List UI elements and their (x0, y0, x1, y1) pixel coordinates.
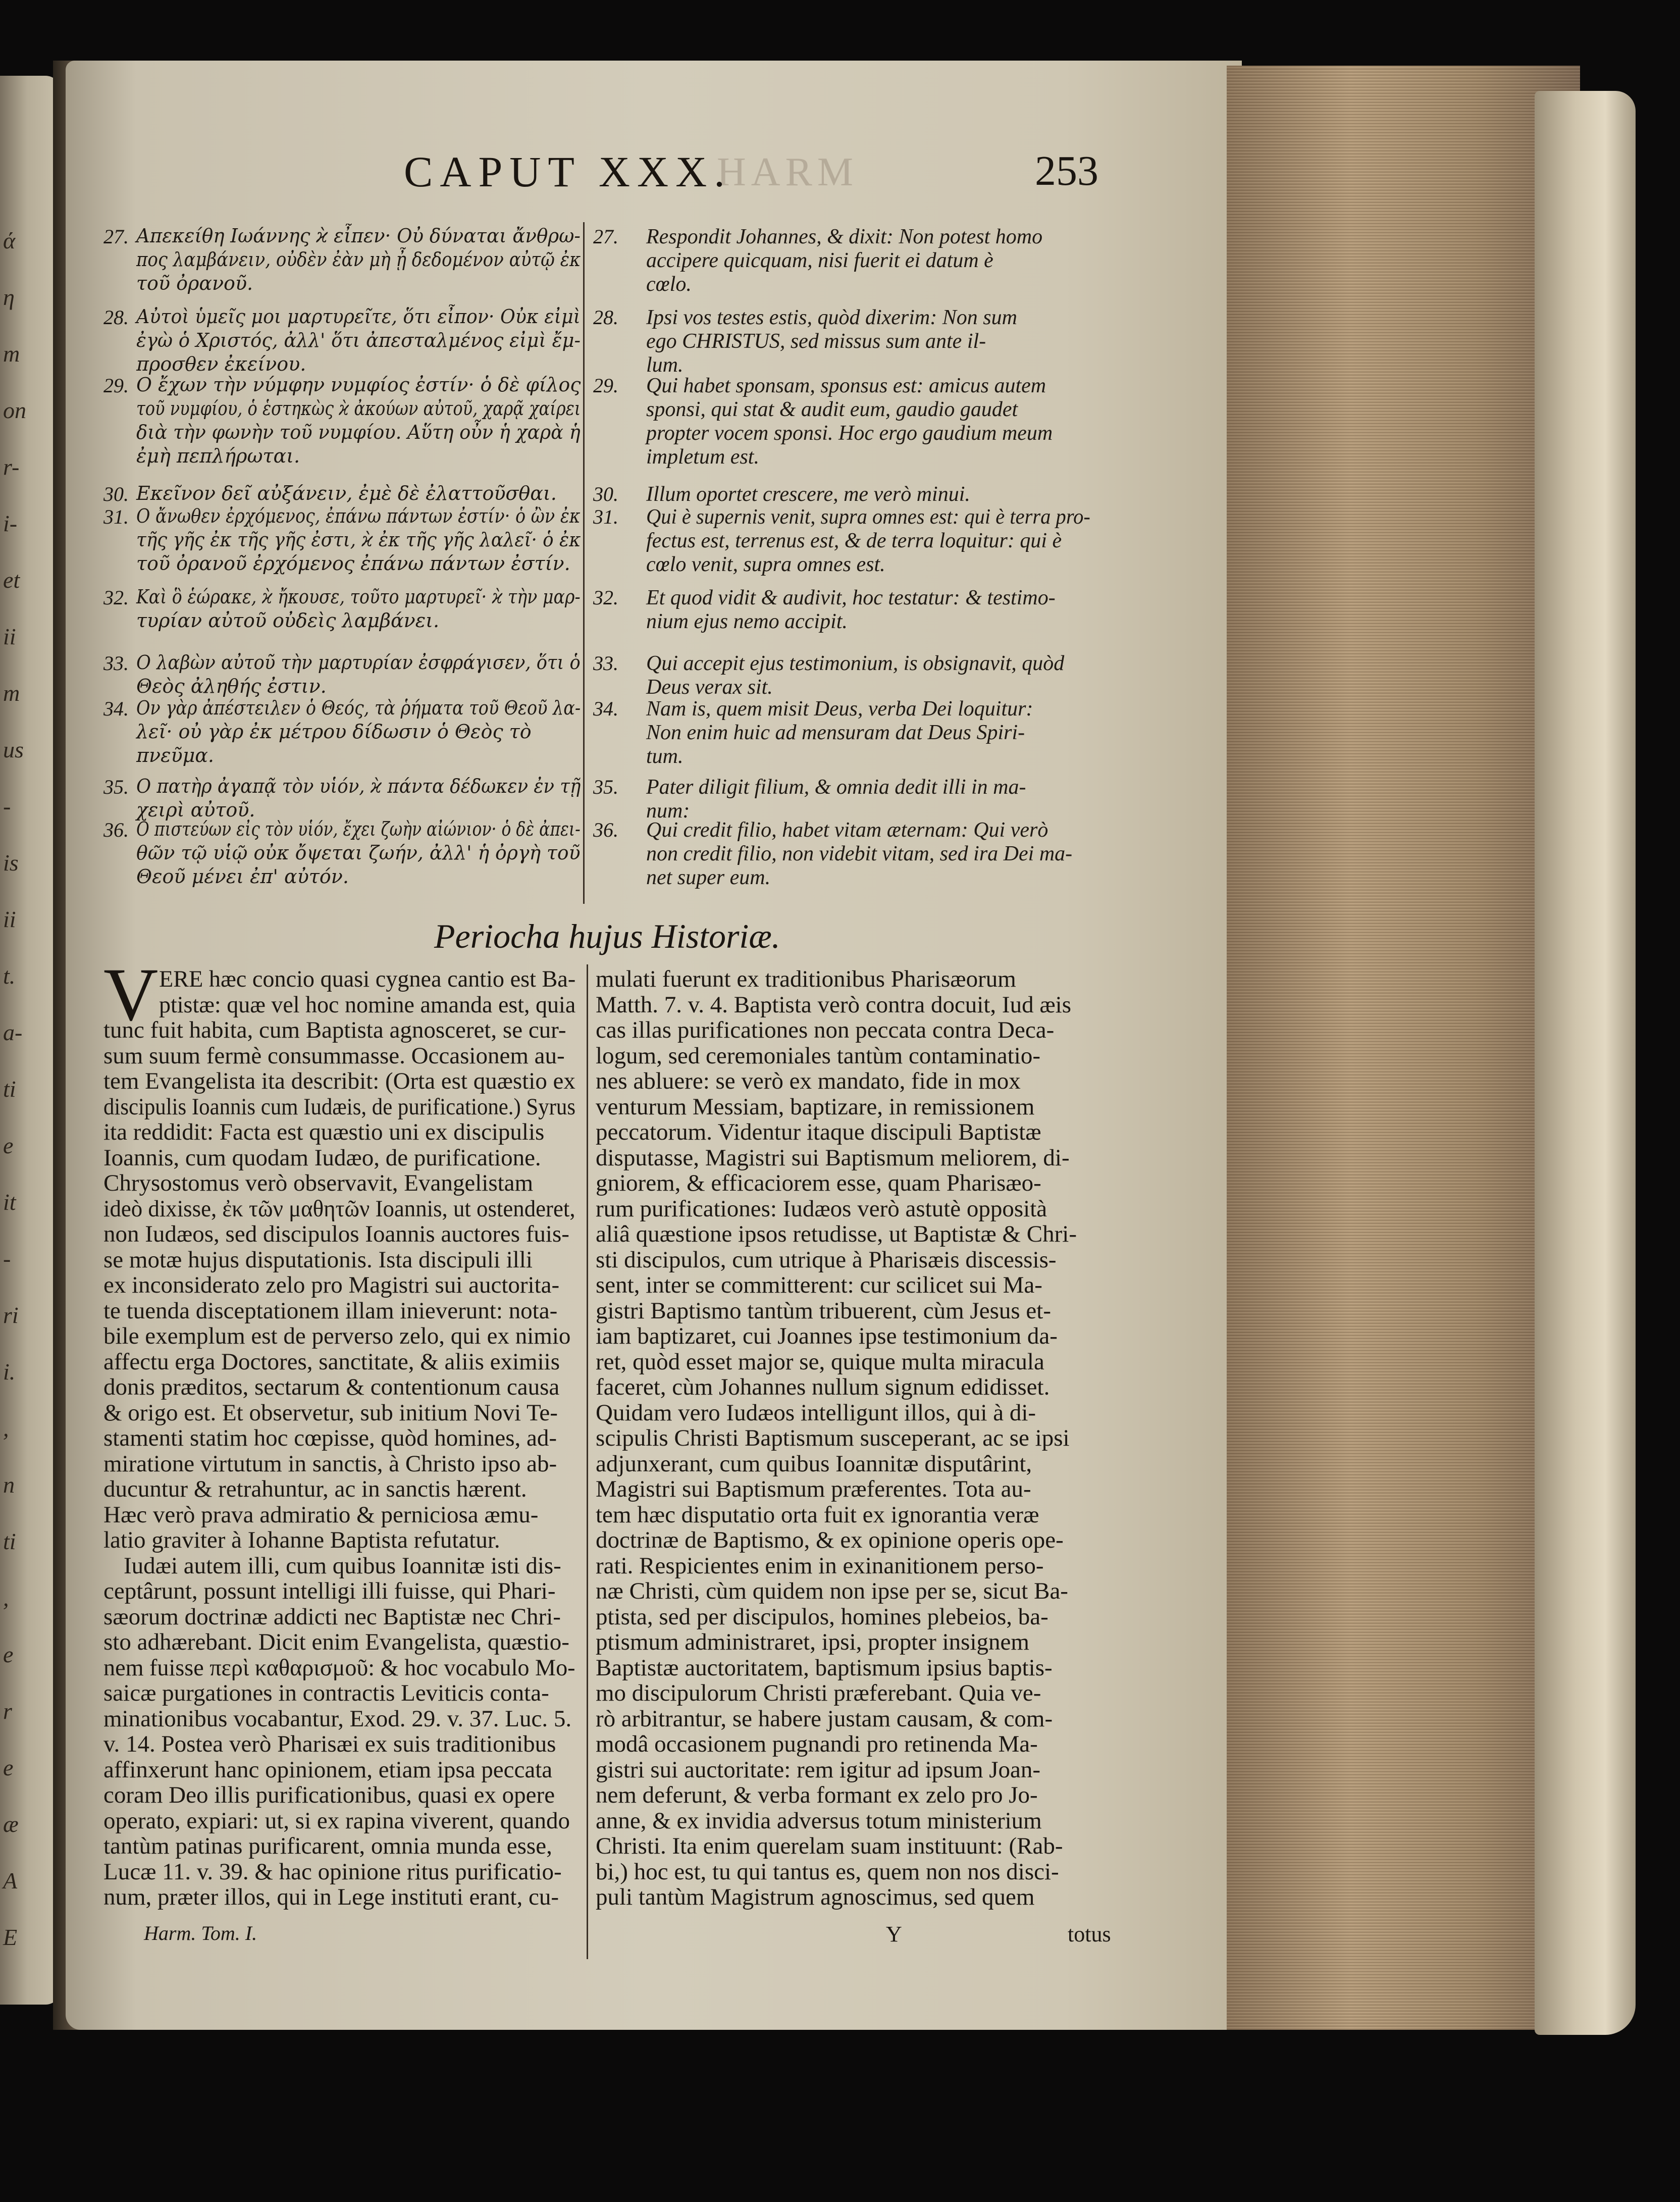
greek-verse-line: Ο ἔχων τὴν νύμφην νυμφίος ἐστίν· ὁ δὲ φίλος (136, 374, 581, 396)
latin-verse-line: Illum oportet crescere, me verò minui. (646, 483, 970, 506)
running-head-title: CAPUT XXX. (404, 147, 732, 196)
margin-fragment: ti (3, 1076, 16, 1102)
margin-fragment: on (3, 397, 26, 423)
body-right-line: puli tantùm Magistrum agnoscimus, sed quem (596, 1884, 1035, 1910)
book-cover-edge (1535, 91, 1636, 2035)
latin-verse-line: fectus est, terrenus est, & de terra loquitur: qui è (646, 529, 1062, 552)
body-right-line: peccatorum. Videntur itaque discipuli Baptistæ (596, 1119, 1041, 1145)
latin-verse-number: 33. (593, 652, 618, 675)
latin-verse-line: Nam is, quem misit Deus, verba Dei loquitur: (646, 697, 1033, 721)
margin-fragment: i- (3, 510, 18, 536)
bleed-through-text: HARM (717, 150, 859, 194)
latin-verse-line: nium ejus nemo accipit. (646, 610, 848, 633)
body-right-line: nem deferunt, & verba formant ex zelo pro Jo- (596, 1782, 1038, 1808)
latin-verse-line: net super eum. (646, 866, 771, 889)
greek-verse-line: Ο πιστεύων εἰς τὸν υἱόν, ἔχει ζωὴν αἰώνιον· ὁ δὲ ἀπει- (136, 818, 581, 840)
body-right-line: anne, & ex invidia adversus totum ministerium (596, 1807, 1042, 1834)
body-left-line: te tuenda disceptationem illam inieverunt: nota- (103, 1297, 558, 1324)
margin-fragment: - (3, 1246, 11, 1271)
body-left-line: sum suum fermè consummasse. Occasionem au- (103, 1042, 565, 1069)
body-right-line: Baptistæ auctoritatem, baptismum ipsius baptis- (596, 1654, 1053, 1681)
margin-fragment: e (3, 1755, 14, 1780)
greek-verse-line: πος λαμβάνειν, οὐδὲν ἐὰν μὴ ᾖ δεδομένον αὐτῷ ἐκ (136, 248, 581, 271)
body-left-line: tantùm patinas purificarent, omnia munda esse, (103, 1833, 552, 1859)
margin-fragment: a- (3, 1019, 23, 1045)
body-left-line: latio graviter à Iohanne Baptista refutatur. (103, 1527, 500, 1553)
body-left-line: Chrysostomus verò observavit, Evangelistam (103, 1170, 534, 1196)
latin-verse-line: cœlo. (646, 273, 692, 296)
latin-verse-number: 32. (593, 586, 618, 609)
page-number: 253 (1035, 147, 1098, 194)
margin-fragment: et (3, 567, 20, 593)
body-right-line: Magistri sui Baptismum præferentes. Tota au- (596, 1476, 1031, 1502)
body-left-line: bile exemplum est de perverso zelo, qui ex nimio (103, 1323, 571, 1349)
body-right-line: mo discipulorum Christi præferebant. Quia ve- (596, 1680, 1041, 1706)
body-left-line: Hæc verò prava admiratio & perniciosa æmu- (103, 1501, 539, 1528)
latin-verse-number: 34. (593, 697, 618, 720)
body-right-line: gniorem, & efficaciorem esse, quam Pharisæo- (596, 1170, 1041, 1196)
latin-verse-line: Non enim huic ad mensuram dat Deus Spiri- (646, 721, 1025, 744)
catchword: totus (1068, 1922, 1111, 1947)
margin-fragment: t. (3, 963, 16, 989)
greek-verse-line: ἐγὼ ὁ Χριστός, ἀλλ' ὅτι ἀπεσταλμένος εἰμὶ ἔμ- (136, 329, 581, 351)
greek-verse-line: Θεοῦ μένει ἐπ' αὐτόν. (136, 865, 349, 888)
greek-verse-number: 30. (103, 483, 129, 505)
greek-verse-line: Ον γὰρ ἀπέστειλεν ὁ Θεός, τὰ ῥήματα τοῦ Θεοῦ λα- (136, 697, 581, 719)
body-right-line: nes abluere: se verò ex mandato, fide in mox (596, 1068, 1021, 1094)
margin-fragment: r (3, 1698, 12, 1724)
body-right-line: faceret, cùm Johannes nullum signum edidisset. (596, 1374, 1050, 1400)
body-right-line: ptismum administraret, ipsi, propter insignem (596, 1629, 1029, 1655)
body-left-line: coram Deo illis purificationibus, quasi ex opere (103, 1782, 555, 1808)
latin-verse-line: Et quod vidit & audivit, hoc testatur: & testimo- (646, 586, 1056, 609)
latin-verse-number: 30. (593, 483, 618, 505)
latin-verse-line: propter vocem sponsi. Hoc ergo gaudium meum (646, 422, 1053, 445)
body-right-line: rum purificationes: Iudæos verò astutè opposità (596, 1195, 1047, 1222)
body-left-line: miratione virtutum in sanctis, à Christo ipso ab- (103, 1450, 557, 1477)
margin-fragment: ii (3, 624, 16, 649)
body-right-line: tem hæc disputatio orta fuit ex ignorantia veræ (596, 1501, 1039, 1528)
margin-fragment: E (3, 1924, 18, 1950)
body-left-line: discipulis Ioannis cum Iudæis, de purificatione.) Syrus (103, 1093, 576, 1120)
body-right-line: iam baptizaret, cui Joannes ipse testimonium da- (596, 1323, 1058, 1349)
greek-verse-line: προσθεν ἐκείνου. (136, 353, 306, 375)
margin-fragment: i. (3, 1359, 16, 1385)
greek-verse-line: Εκεῖνον δεῖ αὐξάνειν, ἐμὲ δὲ ἐλαττοῦσθαι. (136, 482, 557, 504)
body-left-line: donis præditos, sectarum & contentionum causa (103, 1374, 560, 1400)
latin-verse-line: Respondit Johannes, & dixit: Non potest homo (646, 225, 1043, 248)
margin-fragment: e (3, 1133, 14, 1158)
body-right-line: doctrinæ de Baptismo, & ex opinione operis ope- (596, 1527, 1064, 1553)
greek-verse-number: 33. (103, 652, 129, 675)
greek-verse-line: Θεὸς ἀληθής ἐστιν. (136, 675, 327, 697)
page-fore-edge (1227, 66, 1580, 2030)
left-page-fragment (0, 76, 61, 2005)
body-left-line: sto adhærebant. Dicit enim Evangelista, quæstio- (103, 1629, 569, 1655)
greek-verse-line: τοῦ νυμφίου, ὁ ἑστηκὼς ϰ̀ ἀκούων αὐτοῦ, χαρᾷ χαίρει (136, 397, 581, 420)
greek-verse-line: λεῖ· οὐ γὰρ ἐκ μέτρου δίδωσιν ὁ Θεὸς τὸ (136, 721, 532, 743)
body-left-line: Iudæi autem illi, cum quibus Ioannitæ isti dis- (124, 1552, 561, 1579)
body-left-line: & origo est. Et observetur, sub initium Novi Te- (103, 1399, 558, 1426)
latin-verse-line: Qui habet sponsam, sponsus est: amicus autem (646, 374, 1046, 397)
margin-fragment: ti (3, 1528, 16, 1554)
greek-verse-number: 27. (103, 225, 129, 248)
margin-fragment: , (3, 1585, 9, 1611)
margin-fragment: - (3, 793, 11, 819)
body-left-line: saicæ purgationes in contractis Leviticis conta- (103, 1680, 549, 1706)
column-rule-bottom (587, 964, 588, 1959)
margin-fragment: e (3, 1642, 14, 1667)
margin-fragment: ά (3, 228, 16, 253)
body-left-line: ita reddidit: Facta est quæstio uni ex discipulis (103, 1119, 545, 1145)
body-right-line: ptista, sed per discipulos, homines plebeios, ba- (596, 1603, 1048, 1630)
greek-verse-line: τῆς γῆς ἐκ τῆς γῆς ἐστι, ϰ̀ ἐκ τῆς γῆς λαλεῖ· ὁ ἐκ (136, 529, 581, 551)
latin-verse-number: 31. (593, 505, 618, 528)
body-right-line: Christi. Ita enim querelam suam instituunt: (Rab- (596, 1833, 1063, 1859)
body-right-line: sti discipulos, cum utrique à Pharisæis discessis- (596, 1246, 1057, 1273)
body-right-line: scipulis Christi Baptismum susceperant, ac se ipsi (596, 1425, 1070, 1451)
body-left-line: Ioannis, cum quodam Iudæo, de purificatione. (103, 1144, 541, 1171)
greek-verse-line: τοῦ ὀρανοῦ ἐρχόμενος ἐπάνω πάντων ἐστίν. (136, 552, 570, 575)
greek-verse-line: ἐμὴ πεπλήρωται. (136, 445, 300, 467)
latin-verse-line: non credit filio, non videbit vitam, sed ira Dei ma- (646, 842, 1073, 865)
body-left-line: stamenti statim hoc cœpisse, quòd homines, ad- (103, 1425, 557, 1451)
greek-verse-number: 35. (103, 776, 129, 798)
greek-verse-line: Απεκείθη Ιωάννης ϰ̀ εἶπεν· Οὐ δύναται ἄνθρω- (136, 225, 581, 247)
body-left-line: v. 14. Postea verò Pharisæi ex suis traditionibus (103, 1731, 556, 1757)
body-left-line: ducuntur & retrahuntur, ac in sanctis hærent. (103, 1476, 527, 1502)
body-right-line: logum, sed ceremoniales tantùm contaminatio- (596, 1042, 1040, 1069)
signature-mark: Y (886, 1922, 902, 1947)
latin-verse-line: impletum est. (646, 445, 759, 469)
latin-verse-number: 29. (593, 374, 618, 397)
body-left-line: sæorum doctrinæ addicti nec Baptistæ nec Chri- (103, 1603, 561, 1630)
margin-fragment: n (3, 1472, 15, 1498)
greek-verse-line: Ο ἄνωθεν ἐρχόμενος, ἐπάνω πάντων ἐστίν· ὁ ὢν ἐκ (136, 505, 581, 527)
latin-verse-line: cœlo venit, supra omnes est. (646, 553, 885, 576)
margin-fragment: æ (3, 1811, 19, 1837)
body-left-line: non Iudæos, sed discipulos Ioannis auctores fuis- (103, 1221, 569, 1247)
latin-verse-line: ego CHRISTUS, sed missus sum ante il- (646, 330, 986, 353)
greek-verse-number: 36. (103, 818, 129, 841)
body-left-line: ERE hæc concio quasi cygnea cantio est Ba- (159, 966, 576, 992)
body-right-line: rati. Respicientes enim in exinanitionem perso- (596, 1552, 1044, 1579)
body-left-line: nem fuisse περὶ καθαρισμοῦ: & hoc vocabulo Mo- (103, 1654, 575, 1681)
body-right-line: venturum Messiam, baptizare, in remissionem (596, 1093, 1035, 1120)
latin-verse-line: sponsi, qui stat & audit eum, gaudio gaudet (646, 398, 1018, 421)
body-left-line: minationibus vocabantur, Exod. 29. v. 37. Luc. 5. (103, 1705, 572, 1732)
latin-verse-line: num: (646, 799, 690, 823)
margin-fragment: is (3, 850, 19, 876)
body-right-line: næ Christi, cùm quidem non ipse per se, sicut Ba- (596, 1578, 1068, 1604)
margin-fragment: ii (3, 906, 16, 932)
drop-cap: V (103, 953, 159, 1037)
body-left-line: se motæ hujus disputationis. Ista discipuli illi (103, 1246, 533, 1273)
body-right-line: Matth. 7. v. 4. Baptista verò contra docuit, Iud æis (596, 991, 1072, 1018)
body-right-line: modâ occasionem pugnandi pro retinenda Ma- (596, 1731, 1038, 1757)
body-right-line: gistri sui auctoritate: rem igitur ad ipsum Joan- (596, 1756, 1041, 1783)
section-title: Periocha hujus Historiæ. (434, 917, 780, 955)
latin-verse-line: tum. (646, 745, 684, 768)
latin-verse-number: 36. (593, 818, 618, 841)
greek-verse-number: 29. (103, 374, 129, 397)
greek-verse-line: χειρὶ αὐτοῦ. (136, 799, 255, 821)
body-left-line: tunc fuit habita, cum Baptista agnosceret, se cur- (103, 1017, 566, 1043)
margin-fragment: r- (3, 454, 20, 480)
latin-verse-line: accipere quicquam, nisi fuerit ei datum è (646, 249, 993, 272)
body-right-line: mulati fuerunt ex traditionibus Pharisæorum (596, 966, 1016, 992)
greek-verse-line: τυρίαν αὐτοῦ οὐδεὶς λαμβάνει. (136, 609, 440, 632)
greek-verse-number: 34. (103, 697, 129, 720)
body-right-line: sent, inter se committerent: cur scilicet sui Ma- (596, 1272, 1042, 1298)
latin-verse-number: 28. (593, 306, 618, 329)
body-right-line: aliâ quæstione ipsos retudisse, ut Baptistæ & Chri- (596, 1221, 1077, 1247)
latin-verse-line: Qui è supernis venit, supra omnes est: qui è terra pro- (646, 505, 1090, 529)
body-left-line: ceptârunt, possunt intelligi illi fuisse, qui Phari- (103, 1578, 556, 1604)
greek-verse-line: Καὶ ὃ ἑώρακε, ϰ̀ ἤκουσε, τοῦτο μαρτυρεῖ· ϰ̀ τὴν μαρ- (136, 586, 581, 608)
latin-verse-number: 27. (593, 225, 618, 248)
footer-signature: Harm. Tom. I. (144, 1922, 257, 1944)
greek-verse-line: Ο πατὴρ ἀγαπᾷ τὸν υἱόν, ϰ̀ πάντα δέδωκεν ἐν τῇ (136, 775, 581, 797)
margin-fragment: A (3, 1868, 18, 1893)
greek-verse-line: Ο λαβὼν αὐτοῦ τὴν μαρτυρίαν ἐσφράγισεν, ὅτι ὁ (136, 651, 581, 674)
body-right-line: rò arbitrantur, se habere justam causam, & com- (596, 1705, 1053, 1732)
body-right-line: Quidam vero Iudæos intelligunt illos, qui à di- (596, 1399, 1036, 1426)
body-right-line: bi,) hoc est, tu qui tantus es, quem non nos disci- (596, 1858, 1059, 1885)
body-right-line: gistri Baptismo tantùm tribuerent, cùm Jesus et- (596, 1297, 1051, 1324)
greek-verse-number: 28. (103, 306, 129, 329)
margin-fragment: η (3, 284, 15, 310)
margin-fragment: , (3, 1415, 9, 1441)
greek-verse-line: τοῦ ὀρανοῦ. (136, 272, 253, 294)
body-left-line: tem Evangelista ita describit: (Orta est quæstio ex (103, 1068, 575, 1094)
margin-fragment: m (3, 341, 20, 367)
body-left-line: ex inconsiderato zelo pro Magistri sui auctorita- (103, 1272, 560, 1298)
body-right-line: cas illas purificationes non peccata contra Deca- (596, 1017, 1055, 1043)
margin-fragment: m (3, 680, 20, 706)
latin-verse-number: 35. (593, 776, 618, 798)
body-left-line: num, præter illos, qui in Lege instituti erant, cu- (103, 1884, 559, 1910)
latin-verse-line: Pater diligit filium, & omnia dedit illi in ma- (646, 776, 1026, 799)
body-left-line: ptistæ: quæ vel hoc nomine amanda est, quia (159, 991, 576, 1018)
margin-fragment: ri (3, 1302, 19, 1328)
body-right-line: ret, quòd esset major se, quique multa miracula (596, 1348, 1044, 1375)
latin-verse-line: lum. (646, 353, 684, 377)
greek-verse-line: διὰ τὴν φωνὴν τοῦ νυμφίου. Αὕτη οὖν ἡ χαρὰ ἡ (136, 421, 581, 443)
body-left-line: affinxerunt hanc opinionem, etiam ipsa peccata (103, 1756, 553, 1783)
greek-verse-line: θῶν τῷ υἱῷ οὐκ ὄψεται ζωήν, ἀλλ' ἡ ὀργὴ τοῦ (136, 842, 581, 864)
latin-verse-line: Deus verax sit. (646, 676, 773, 699)
latin-verse-line: Qui accepit ejus testimonium, is obsignavit, quòd (646, 652, 1065, 675)
latin-verse-line: Qui credit filio, habet vitam æternam: Qui verò (646, 818, 1048, 842)
body-left-line: ideò dixisse, ἐκ τῶν μαθητῶν Ioannis, ut ostenderet, (103, 1195, 575, 1222)
body-left-line: affectu erga Doctores, sanctitate, & aliis eximiis (103, 1348, 560, 1375)
greek-verse-number: 32. (103, 586, 129, 609)
latin-verse-line: Ipsi vos testes estis, quòd dixerim: Non sum (646, 306, 1017, 329)
body-right-line: disputasse, Magistri sui Baptismum meliorem, di- (596, 1144, 1070, 1171)
column-rule-top (583, 222, 585, 904)
body-left-line: Lucæ 11. v. 39. & hac opinione ritus purificatio- (103, 1858, 562, 1885)
greek-verse-line: πνεῦμα. (136, 744, 215, 766)
body-right-line: adjunxerant, cum quibus Ioannitæ disputârint, (596, 1450, 1032, 1477)
greek-verse-line: Αὐτοὶ ὑμεῖς μοι μαρτυρεῖτε, ὅτι εἶπον· Οὐκ εἰμὶ (136, 305, 581, 328)
greek-verse-number: 31. (103, 505, 129, 528)
margin-fragment: it (3, 1189, 16, 1215)
body-left-line: operato, expiari: ut, si ex rapina viverent, quando (103, 1807, 570, 1834)
margin-fragment: us (3, 737, 24, 762)
